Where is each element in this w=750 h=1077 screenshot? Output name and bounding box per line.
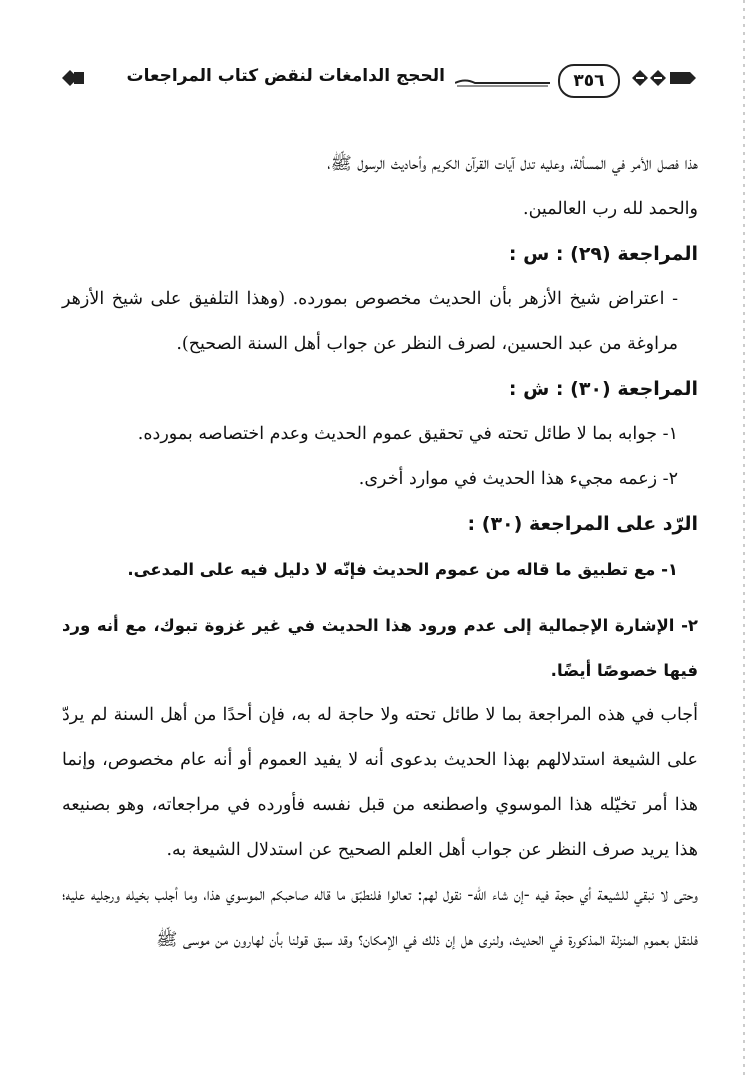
review-29-item: - اعتراض شيخ الأزهر بأن الحديث مخصوص بمورده. (وهذا التلفيق على شيخ الأزهر مراوغة من عبد الحسين، لصرف النظر عن جواب أهل السنة الصحيح). [62,289,678,354]
header-title: الحجج الدامغات لنقض كتاب المراجعات [126,66,445,86]
intro-line: هذا فصل الأمر في المسألة، وعليه تدل آيات القرآن الكريم وأحاديث الرسول ﷺ، [327,154,698,174]
page-edge-shadow [738,0,750,1077]
reply-item: ٢- الإشارة الإجمالية إلى عدم ورود هذا الحديث في غير غزوة تبوك، مع أنه ورد فيها خصوصًا أيضًا. [62,616,698,680]
review-29-heading: المراجعة (٢٩) : س : [508,243,698,265]
page-number: ٣٥٦ [558,64,620,98]
reply-item: ١- مع تطبيق ما قاله من عموم الحديث فإنّه لا دليل فيه على المدعى. [127,560,678,579]
page-body [62,142,698,963]
body-paragraph: وحتى لا نبقي للشيعة أي حجة فيه -إن شاء الله- نقول لهم: تعالوا فلنطبّق ما قاله صاحبكم الموسوي هذا، وما أجلب بخيله ورجليه عليه؛ فلنقل بعموم المنزلة المذكورة في الحديث، ولنرى هل إن ذلك في الإمكان؟ وقد سبق قولنا بأن لهارون من موسى ﷺ [62,885,698,950]
review-30-item: ٢- زعمه مجيء هذا الحديث في موارد أخرى. [358,469,678,489]
running-header [60,60,700,100]
header-rule [455,78,550,88]
review-30-heading: المراجعة (٣٠) : ش : [508,378,698,400]
intro-line: والحمد لله رب العالمين. [523,199,698,219]
reply-heading: الرّد على المراجعة (٣٠) : [467,513,698,535]
header-ornament-left [60,64,86,92]
body-paragraph: أجاب في هذه المراجعة بما لا طائل تحته ولا حاجة له به، فإن أحدًا من أهل السنة لم يردّ على الشيعة استدلالهم بهذا الحديث بدعوى أنه لا يفيد العموم أو أنه عام مخصوص، وإنما هذا أمر تخيّله هذا الموسوي واصطنعه من قبل نفسه فأورده في مراجعاته، وهو بصنيعه هذا يريد صرف النظر عن جواب أهل العلم الصحيح عن استدلال الشيعة به. [62,705,698,860]
header-ornament-right [630,64,700,92]
review-30-item: ١- جوابه بما لا طائل تحته في تحقيق عموم الحديث وعدم اختصاصه بمورده. [137,424,678,444]
